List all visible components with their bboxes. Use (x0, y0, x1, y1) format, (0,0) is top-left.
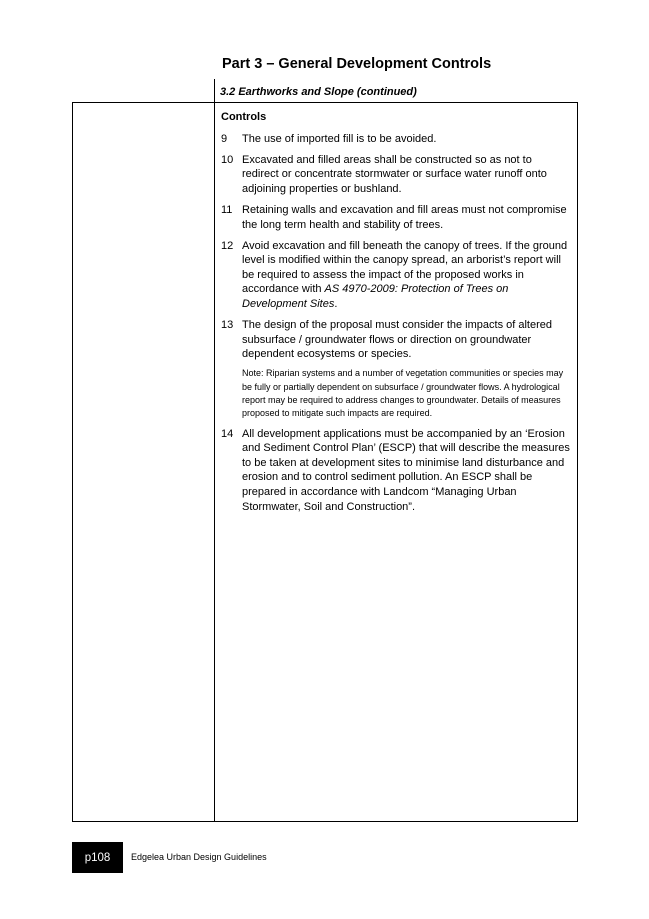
control-text: The design of the proposal must consider the impacts of altered subsurface / groundwater flows or direction on groundwater dependent ecosystems or species. (242, 319, 553, 361)
page-title: Part 3 – General Development Controls (222, 56, 492, 72)
control-item-12 (221, 239, 571, 312)
control-item-9 (221, 132, 571, 147)
control-number: 9 (221, 132, 228, 145)
groundwater-note: Note: Riparian systems and a number of vegetation communities or species may be fully or partially dependent on subsurface / groundwater flows. A hydrological report may be required to address changes to groundwater. Details of measures proposed to mitigate such impacts are required. (242, 368, 564, 419)
control-item-11 (221, 203, 571, 232)
control-number: 10 (221, 153, 234, 166)
controls-heading: Controls (221, 111, 267, 123)
column-divider (214, 103, 215, 821)
control-text-end: . (334, 298, 338, 311)
control-item-10 (221, 153, 571, 197)
control-text: The use of imported fill is to be avoided. (242, 132, 437, 145)
document-title: Edgelea Urban Design Guidelines (131, 852, 267, 862)
control-number: 13 (221, 319, 234, 332)
control-text: Excavated and filled areas shall be constructed so as not to redirect or concentrate stormwater or surface water runoff onto adjoining properties or bushland. (242, 153, 547, 195)
control-number: 12 (221, 239, 234, 252)
section-heading: 3.2 Earthworks and Slope (continued) (220, 86, 417, 98)
control-text-wrapper (242, 239, 571, 312)
standard-reference: AS 4970-2009: Protection of Trees on Development Sites (242, 283, 509, 311)
control-text: Retaining walls and excavation and fill areas must not compromise the long term health and stability of trees. (242, 203, 567, 231)
control-number: 11 (221, 203, 233, 216)
control-text: Avoid excavation and fill beneath the canopy of trees. If the ground level is modified within the canopy spread, an arborist’s report will be required to assess the impact of the proposed works in accordance with (242, 239, 568, 296)
page-number: p108 (72, 842, 123, 873)
control-number: 14 (221, 427, 234, 440)
control-item-14 (221, 427, 571, 515)
column-divider-top (214, 79, 215, 103)
control-item-13 (221, 318, 571, 362)
control-text: All development applications must be accompanied by an ‘Erosion and Sediment Control Plan’ (ESCP) that will describe the measures to be taken at development sites to minimise land disturbance and erosion and to control sediment pollution. An ESCP shall be prepared in accordance with Landcom “Managing Urban Stormwater, Soil and Construction”. (242, 427, 570, 513)
controls-column (221, 110, 571, 521)
